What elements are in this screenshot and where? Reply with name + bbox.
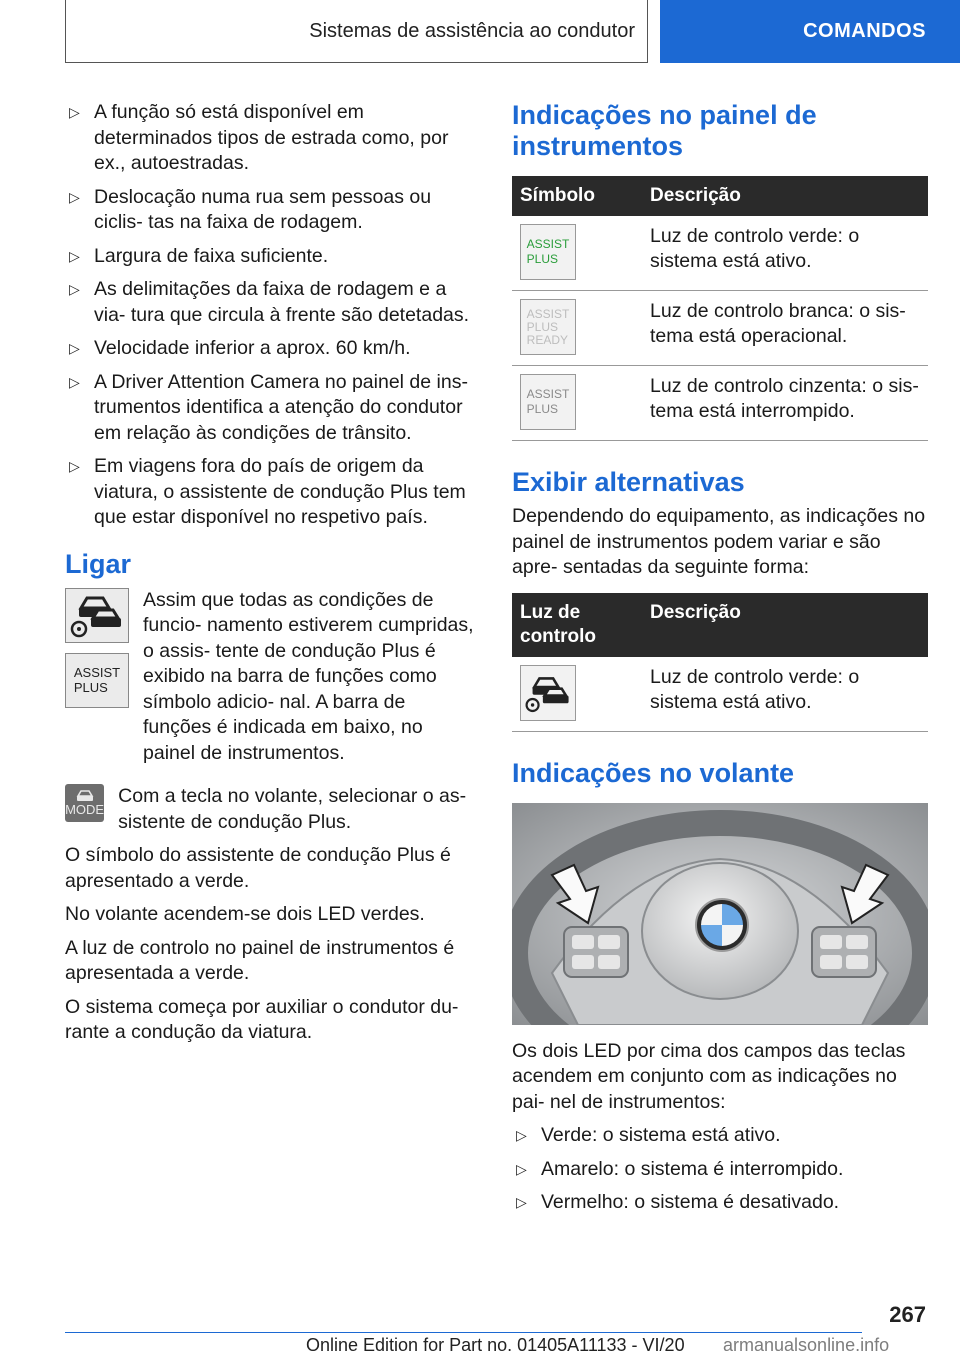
paragraph: A luz de controlo no painel de instrumentos é apresentada a verde. (65, 936, 455, 984)
triangle-bullet-icon: ▷ (69, 340, 80, 356)
alternatives-intro: Dependendo do equipamento, as indicações no painel de instrumentos podem variar e são apre- sentadas da seguinte forma: (512, 505, 926, 578)
triangle-bullet-icon: ▷ (69, 373, 80, 390)
left-column (65, 100, 477, 1054)
edition-text: Online Edition for Part no. 01405A11133 - VI/20 (306, 1335, 685, 1355)
triangle-bullet-icon: ▷ (69, 247, 80, 264)
list-item: ▷ Vermelho: o sistema é desativado. (512, 1190, 928, 1216)
footer-divider (65, 1332, 862, 1333)
table-row (512, 657, 928, 732)
mode-button-icon: MODE (65, 784, 104, 822)
table-row (512, 291, 928, 366)
assist-plus-icon: ASSIST PLUS (65, 653, 129, 708)
assist-plus-ready-white-icon: ASSIST PLUS READY (520, 299, 576, 355)
list-item: ▷ A função só está disponível em determinados tipos de estrada como, por ex., autoestradas. (69, 101, 449, 174)
triangle-bullet-icon: ▷ (69, 458, 80, 474)
triangle-bullet-icon: ▷ (516, 1194, 527, 1210)
ligar-intro-text: Assim que todas as condições de funcio- namento estiverem cumpridas, o assis- tente de condução Plus é exibido na barra de funções como símbolo adicio- nal. A barra de funções é indicada em baixo, no painel de instrumentos. (143, 588, 474, 764)
triangle-bullet-icon: ▷ (69, 281, 80, 297)
heading-panel-indications: Indicações no painel de instrumentos (512, 100, 817, 161)
running-header-section (65, 0, 648, 63)
column-header-symbol: Símbolo (512, 176, 642, 216)
table-row (512, 216, 928, 291)
list-item: ▷ As delimitações da faixa de rodagem e a via- tura que circula à frente são detetadas. (69, 278, 470, 326)
heading-steering-wheel: Indicações no volante (512, 757, 795, 788)
watermark-text: armanualsonline.info (723, 1335, 890, 1355)
mode-text: Com a tecla no volante, selecionar o as- sistente de condução Plus. (118, 785, 467, 833)
steering-wheel-photo (512, 803, 928, 1025)
list-item: ▷ Largura de faixa suficiente. (65, 244, 477, 270)
right-column (512, 100, 928, 1224)
triangle-bullet-icon: ▷ (516, 1127, 527, 1143)
driving-assistant-cars-green-icon (520, 665, 576, 721)
assist-plus-green-icon: ASSIST PLUS (520, 224, 576, 280)
list-item: ▷ Verde: o sistema está ativo. (512, 1123, 928, 1149)
page-number: 267 (889, 1302, 926, 1327)
description-cell: Luz de controlo cinzenta: o sis- tema está interrompido. (642, 366, 928, 441)
panel-indications-table (512, 176, 928, 441)
column-header-description: Descrição (642, 176, 928, 216)
heading-ligar: Ligar (65, 548, 132, 579)
paragraph: No volante acendem-se dois LED verdes. (65, 903, 425, 925)
paragraph: O sistema começa por auxiliar o condutor du- rante a condução da viatura. (65, 995, 459, 1043)
column-header-control-light: Luz de controlo (512, 593, 642, 657)
chapter-tab (660, 0, 960, 63)
table-row (512, 366, 928, 441)
triangle-bullet-icon: ▷ (69, 188, 80, 205)
mode-button-block (65, 784, 477, 835)
assist-plus-grey-icon: ASSIST PLUS (520, 374, 576, 430)
description-cell: Luz de controlo branca: o sis- tema está operacional. (642, 291, 928, 366)
led-status-list (512, 1123, 928, 1216)
list-item: ▷ Em viagens fora do país de origem da viatura, o assistente de condução Plus tem que estar disponível no respetivo país. (69, 455, 466, 528)
alternatives-table (512, 593, 928, 732)
wheel-caption: Os dois LED por cima dos campos das teclas acendem em conjunto com as indicações no pai- nel de instrumentos: (512, 1039, 906, 1113)
paragraph: O símbolo do assistente de condução Plus é apresentado a verde. (65, 844, 451, 892)
description-cell: Luz de controlo verde: o sistema está ativo. (642, 216, 928, 291)
triangle-bullet-icon: ▷ (516, 1160, 527, 1177)
ligar-intro-block (65, 588, 477, 767)
requirements-list (65, 100, 477, 531)
list-item: ▷ Deslocação numa rua sem pessoas ou ciclis- tas na faixa de rodagem. (69, 185, 432, 233)
description-cell: Luz de controlo verde: o sistema está ativo. (642, 657, 928, 732)
list-item: ▷ A Driver Attention Camera no painel de ins- trumentos identifica a atenção do condutor em relação às condições de trânsito. (69, 370, 468, 444)
triangle-bullet-icon: ▷ (69, 104, 80, 120)
list-item: ▷ Velocidade inferior a aprox. 60 km/h. (65, 336, 477, 362)
column-header-description: Descrição (642, 593, 928, 657)
heading-alternatives: Exibir alternativas (512, 467, 745, 497)
chapter-title: COMANDOS (803, 20, 926, 42)
driving-assistant-cars-icon (65, 588, 129, 643)
section-title: Sistemas de assistência ao condutor (309, 19, 635, 42)
list-item: ▷ Amarelo: o sistema é interrompido. (512, 1157, 928, 1183)
